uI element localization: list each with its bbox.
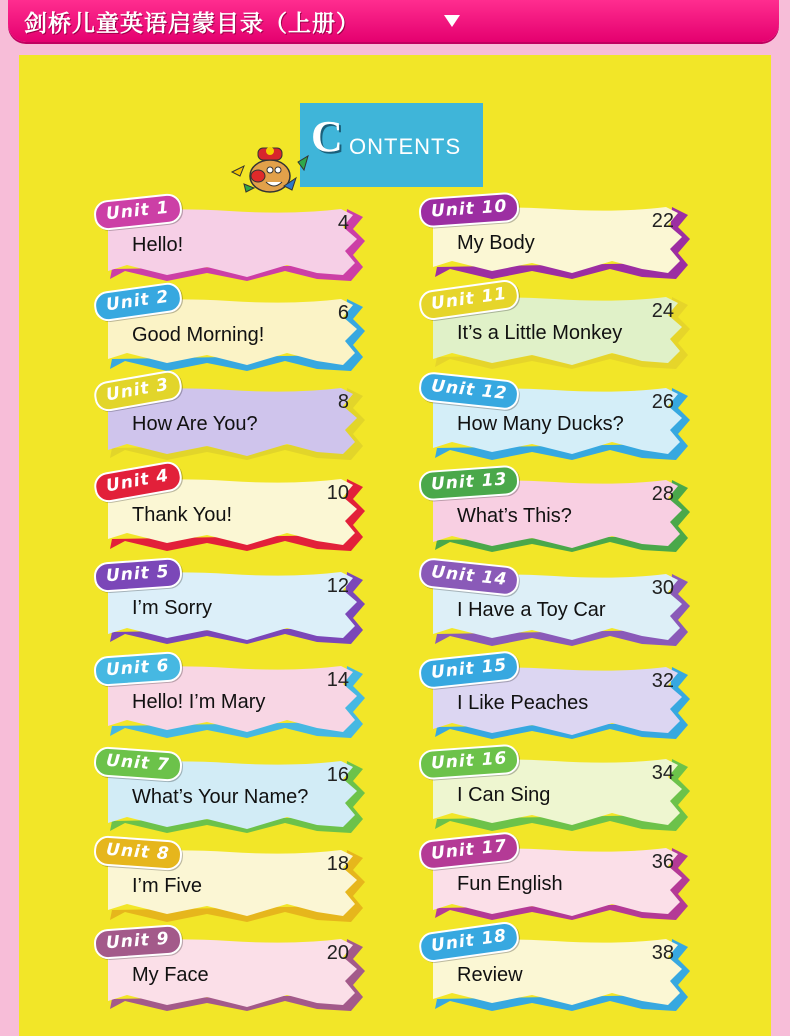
unit-badge: Unit 4 (92, 460, 183, 505)
unit-badge: Unit 11 (417, 278, 521, 322)
dropdown-arrow-icon[interactable] (444, 15, 460, 27)
page-number: 20 (326, 942, 349, 964)
unit-badge: Unit 1 (93, 193, 183, 232)
unit-badge: Unit 8 (93, 835, 182, 871)
contents-entry[interactable] (102, 655, 367, 742)
contents-entry[interactable] (102, 928, 367, 1015)
unit-badge: Unit 12 (418, 371, 521, 411)
unit-title: How Are You? (132, 413, 258, 435)
unit-title: It’s a Little Monkey (457, 322, 623, 344)
unit-title: How Many Ducks? (457, 413, 624, 435)
mascot-icon (226, 142, 310, 196)
page-title: 剑桥儿童英语启蒙目录（上册） (24, 11, 360, 37)
unit-badge: Unit 17 (418, 831, 521, 871)
page-number: 10 (326, 482, 349, 504)
page-number: 12 (326, 575, 349, 597)
page-number: 32 (651, 670, 674, 692)
contents-heading-initial: C (311, 112, 343, 161)
unit-badge: Unit 5 (93, 557, 182, 593)
unit-title: I Like Peaches (457, 692, 589, 714)
unit-title: Hello! (132, 234, 184, 256)
unit-badge: Unit 7 (93, 746, 182, 782)
unit-badge: Unit 15 (418, 650, 521, 690)
unit-badge: Unit 16 (418, 744, 520, 781)
unit-badge: Unit 10 (418, 192, 520, 229)
page-number: 8 (337, 391, 349, 413)
page-number: 30 (651, 577, 674, 599)
unit-badge: Unit 14 (418, 557, 521, 597)
page-number: 26 (651, 391, 674, 413)
unit-title: I’m Sorry (132, 597, 212, 619)
contents-entry[interactable] (427, 196, 692, 283)
page-number: 6 (337, 302, 349, 324)
unit-title: Hello! I’m Mary (132, 691, 266, 713)
contents-entry[interactable] (102, 465, 367, 555)
contents-entry[interactable] (102, 286, 367, 375)
contents-entry[interactable] (102, 750, 367, 837)
contents-entry[interactable] (102, 197, 367, 285)
contents-entry[interactable] (427, 655, 692, 743)
unit-badge: Unit 3 (92, 369, 183, 414)
contents-entry[interactable] (102, 839, 367, 926)
page-number: 4 (337, 212, 349, 234)
page-number: 18 (326, 853, 349, 875)
contents-entry[interactable] (427, 469, 692, 556)
page-number: 14 (326, 669, 349, 691)
unit-title: I Can Sing (457, 784, 551, 806)
page-number: 24 (651, 300, 674, 322)
unit-title: What’s This? (457, 505, 572, 527)
contents-entry[interactable] (102, 561, 367, 648)
page-number: 34 (651, 762, 674, 784)
header-bar (8, 0, 779, 42)
contents-entry[interactable] (427, 836, 692, 924)
unit-badge: Unit 6 (93, 651, 182, 687)
page-number: 16 (326, 764, 349, 786)
contents-entry[interactable] (427, 376, 692, 464)
contents-entry[interactable] (427, 562, 692, 650)
unit-title: Thank You! (132, 504, 233, 526)
contents-entry[interactable] (427, 748, 692, 835)
contents-heading-text: ONTENTS (349, 134, 462, 159)
unit-badge: Unit 9 (93, 924, 182, 960)
unit-title: I Have a Toy Car (457, 599, 606, 621)
page-number: 36 (651, 851, 674, 873)
unit-title: My Body (457, 232, 535, 254)
contents-entry[interactable] (427, 925, 692, 1015)
page-number: 28 (651, 483, 674, 505)
unit-title: What’s Your Name? (132, 786, 309, 808)
page-number: 22 (651, 210, 674, 232)
contents-entry[interactable] (427, 283, 692, 373)
unit-title: My Face (132, 964, 209, 986)
unit-badge: Unit 13 (418, 465, 520, 502)
unit-badge: Unit 2 (92, 281, 183, 323)
page-number: 38 (651, 942, 674, 964)
unit-title: Fun English (457, 873, 563, 895)
contents-entry[interactable] (102, 374, 367, 464)
unit-badge: Unit 18 (417, 920, 521, 964)
unit-title: Good Morning! (132, 324, 265, 346)
unit-title: Review (457, 964, 523, 986)
unit-title: I’m Five (132, 875, 202, 897)
